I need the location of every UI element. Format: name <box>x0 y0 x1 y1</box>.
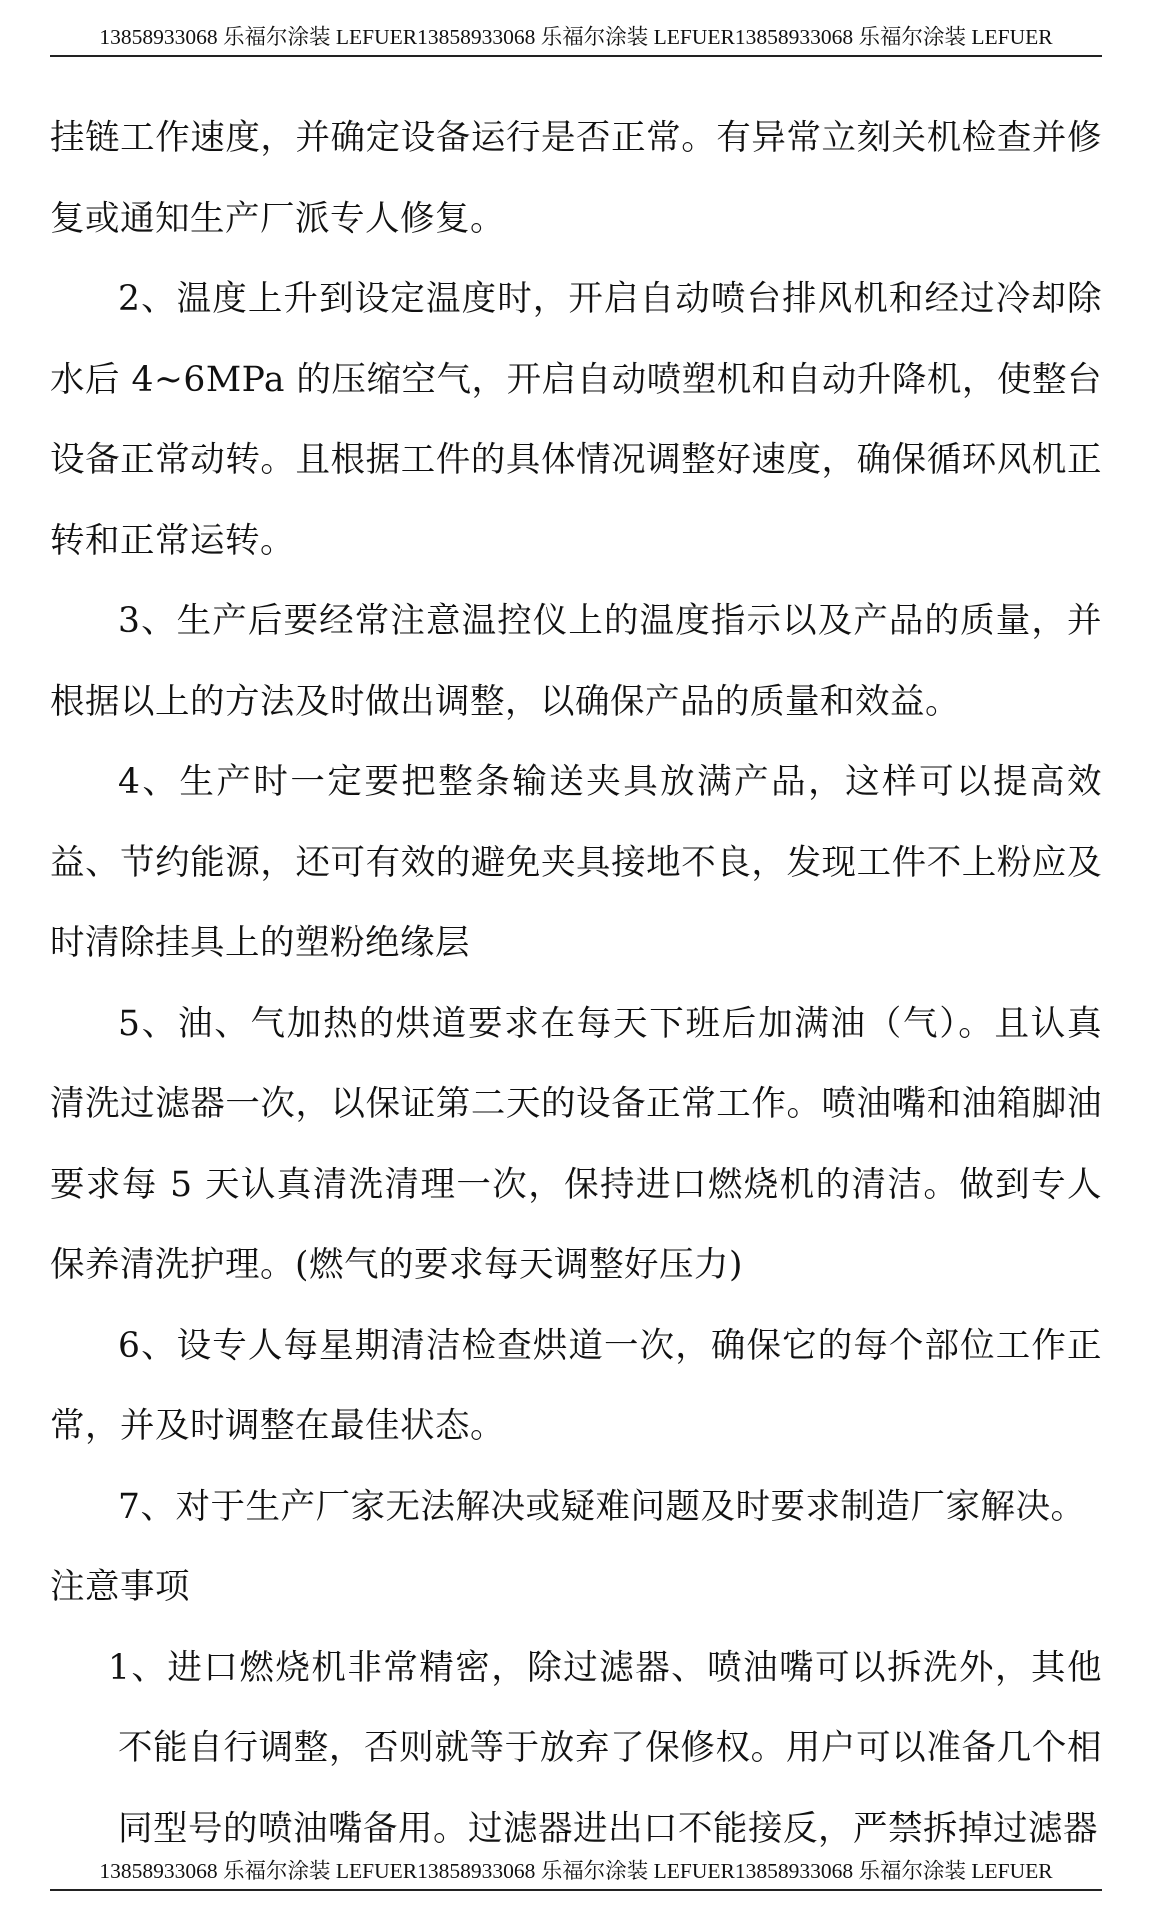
paragraph-item-7: 7、对于生产厂家无法解决或疑难问题及时要求制造厂家解决。 <box>118 1486 1086 1527</box>
paragraph-item-6: 6、设专人每星期清洁检查烘道一次，确保它的每个部位工作正常，并及时调整在最佳状态。 <box>50 1325 1102 1446</box>
paragraph-item-4: 4、生产时一定要把整条输送夹具放满产品，这样可以提高效益、节约能源，还可有效的避免夹具接地不良，发现工件不上粉应及时清除挂具上的塑粉绝缘层 <box>50 762 1102 963</box>
paragraph-item-3: 3、生产后要经常注意温控仪上的温度指示以及产品的质量，并根据以上的方法及时做出调整，以确保产品的质量和效益。 <box>50 601 1102 722</box>
notice-item-1: 1、进口燃烧机非常精密，除过滤器、喷油嘴可以拆洗外，其他不能自行调整，否则就等于放弃了保修权。用户可以准备几个相同型号的喷油嘴备用。过滤器进出口不能接反，严禁拆掉过滤器 <box>108 1647 1102 1849</box>
document-body <box>50 98 1102 1869</box>
paragraph-continuation: 挂链工作速度，并确定设备运行是否正常。有异常立刻关机检查并修复或通知生产厂派专人修复。 <box>50 118 1102 239</box>
section-heading: 注意事项 <box>50 1567 190 1607</box>
paragraph-item-2: 2、温度上升到设定温度时，开启自动喷台排风机和经过冷却除水后 4~6MPa 的压缩空气，开启自动喷塑机和自动升降机，使整台设备正常动转。且根据工件的具体情况调整好速度，确保循环风机正转和正常运转。 <box>50 279 1102 561</box>
page-header: 13858933068 乐福尔涂装 LEFUER13858933068 乐福尔涂装 LEFUER13858933068 乐福尔涂装 LEFUER <box>99 25 1053 49</box>
page-footer: 13858933068 乐福尔涂装 LEFUER13858933068 乐福尔涂装 LEFUER13858933068 乐福尔涂装 LEFUER <box>99 1859 1053 1883</box>
paragraph-item-5: 5、油、气加热的烘道要求在每天下班后加满油（气）。且认真清洗过滤器一次，以保证第二天的设备正常工作。喷油嘴和油箱脚油要求每 5 天认真清洗清理一次，保持进口燃烧机的清洁。做到专人保养清洗护理。(燃气的要求每天调整好压力) <box>50 1003 1102 1285</box>
footer-rule <box>50 1889 1102 1891</box>
header-rule <box>50 55 1102 57</box>
